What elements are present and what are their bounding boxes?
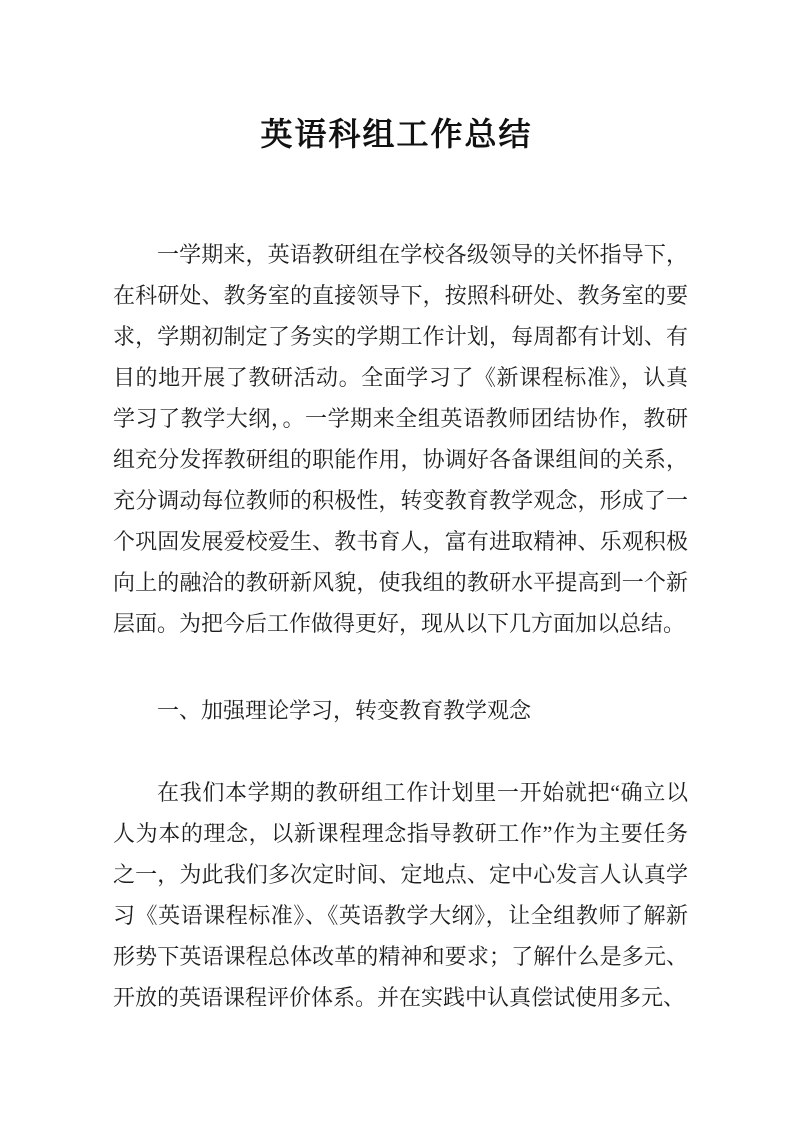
body-line: 一学期来，英语教研组在学校各级领导的关怀指导下， — [157, 242, 688, 267]
section-heading — [113, 690, 688, 731]
document-title: 英语科组工作总结 — [260, 116, 533, 152]
paragraph-2 — [113, 772, 688, 1018]
body-line: 层面。为把今后工作做得更好，现从以下几方面加以总结。 — [113, 611, 686, 636]
document-body — [113, 234, 688, 1018]
body-line: 向上的融洽的教研新风貌，使我组的教研水平提高到一个新 — [113, 570, 688, 595]
body-line: 习《英语课程标准》、《英语教学大纲》，让全组教师了解新 — [113, 903, 688, 928]
body-line: 人为本的理念，以新课程理念指导教研工作”作为主要任务 — [113, 821, 688, 846]
body-line: 开放的英语课程评价体系。并在实践中认真偿试使用多元、 — [113, 985, 686, 1010]
body-line: 目的地开展了教研活动。全面学习了《新课程标准》，认真 — [113, 365, 688, 390]
body-line: 学习了教学大纲，。一学期来全组英语教师团结协作，教研 — [113, 406, 688, 431]
body-line: 充分调动每位教师的积极性，转变教育教学观念，形成了一 — [113, 488, 688, 513]
section-heading-text: 一、加强理论学习，转变教育教学观念 — [157, 698, 532, 723]
body-line: 求，学期初制定了务实的学期工作计划，每周都有计划、有 — [113, 324, 688, 349]
body-line: 个巩固发展爱校爱生、教书育人，富有进取精神、乐观积极 — [113, 529, 688, 554]
paragraph-1 — [113, 234, 688, 644]
body-line: 组充分发挥教研组的职能作用，协调好各备课组间的关系， — [113, 447, 688, 472]
body-line: 之一，为此我们多次定时间、定地点、定中心发言人认真学 — [113, 862, 688, 887]
body-line: 形势下英语课程总体改革的精神和要求；了解什么是多元、 — [113, 944, 688, 969]
body-line: 在我们本学期的教研组工作计划里一开始就把“确立以 — [157, 780, 688, 805]
body-line: 在科研处、教务室的直接领导下，按照科研处、教务室的要 — [113, 283, 688, 308]
